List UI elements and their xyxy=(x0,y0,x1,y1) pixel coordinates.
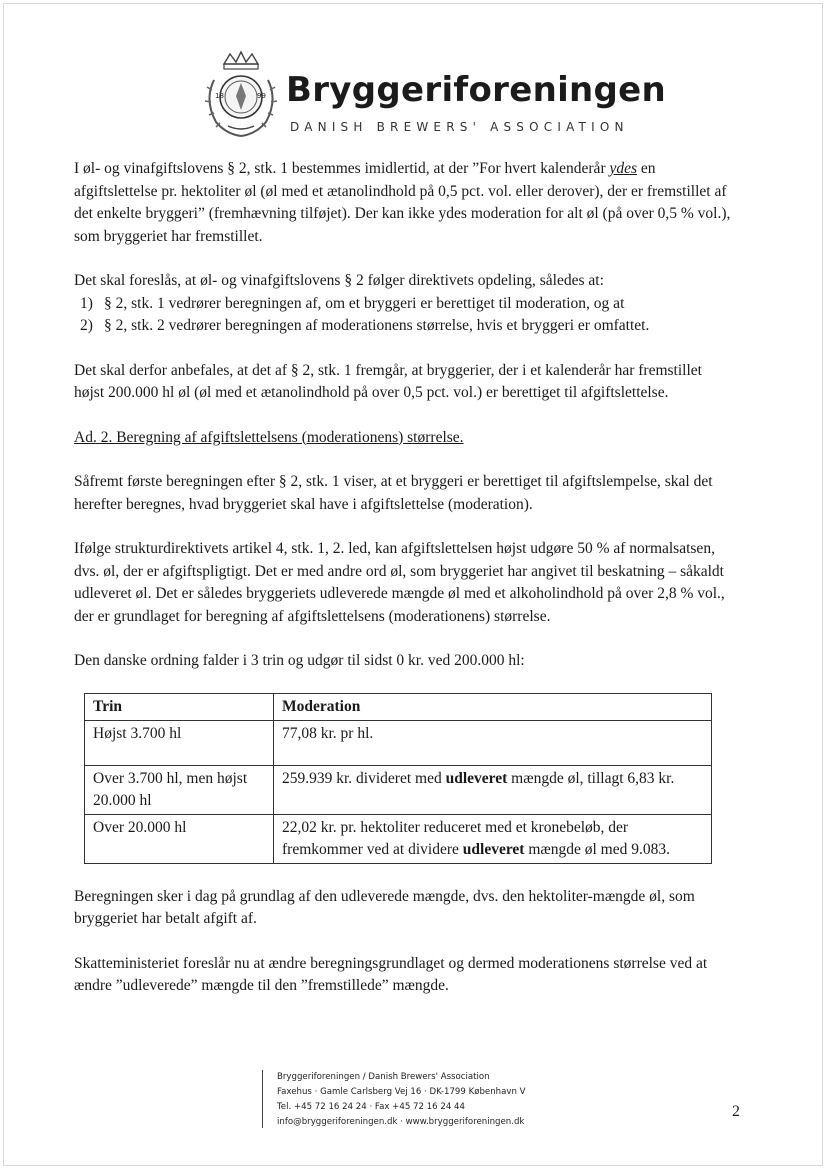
table-cell-moderation xyxy=(274,814,712,863)
list-text: § 2, stk. 2 vedrører beregningen af moderationens størrelse, hvis et bryggeri er omfattet. xyxy=(104,317,650,334)
column-header-trin: Trin xyxy=(85,693,274,720)
paragraph-7: Beregningen sker i dag på grundlag af den udleverede mængde, dvs. den hektoliter-mængde øl, som bryggeriet har betalt afgift af. xyxy=(74,887,695,927)
list-item xyxy=(74,315,734,338)
paragraph-8: Skatteministeriet foreslår nu at ændre beregningsgrundlaget og dermed moderationens størrelse ved at ændre ”udleverede” mængde til den ”fremstillede” mængde. xyxy=(74,954,708,994)
list-number: 2) xyxy=(80,317,93,334)
letterhead xyxy=(202,50,667,150)
footer-line: Faxehus · Gamle Carlsberg Vej 16 · DK-1799 København V xyxy=(277,1087,526,1097)
paragraph-6: Den danske ordning falder i 3 trin og udgør til sidst 0 kr. ved 200.000 hl: xyxy=(74,652,525,669)
paragraph-2: Det skal foreslås, at øl- og vinafgiftslovens § 2 følger direktivets opdeling, således at: xyxy=(74,272,604,289)
moderation-table xyxy=(84,693,712,864)
document-body xyxy=(74,158,734,998)
paragraph-4: Såfremt første beregningen efter § 2, stk. 1 viser, at et bryggeri er berettiget til afgiftslempelse, skal det herefter beregnes, hvad bryggeriet skal have i afgiftslettelse (moderation). xyxy=(74,473,713,513)
section-heading: Ad. 2. Beregning af afgiftslettelsens (moderationens) størrelse. xyxy=(74,428,464,446)
table-cell-trin: Over 3.700 hl, men højst 20.000 hl xyxy=(85,765,274,814)
list-number: 1) xyxy=(80,294,93,312)
cell-text: mængde øl med 9.083. xyxy=(524,840,670,858)
table-cell-moderation xyxy=(274,765,712,814)
cell-text: 22,02 kr. pr. hektoliter reduceret med et kronebeløb, der fremkommer ved at dividere xyxy=(282,818,629,858)
cell-text: 77,08 kr. pr hl. xyxy=(282,724,374,742)
paragraph-5: Ifølge strukturdirektivets artikel 4, stk. 1, 2. led, kan afgiftslettelsen højst udgøre 50 % af normalsatsen, dvs. øl, der er afgiftspligtigt. Det er med andre ord øl, som bryggeriet har angivet til beskatning – såkaldt udleveret øl. Det er således bryggeriets udleverede mængde øl med et alkoholindhold på over 2,8 % vol., der er grundlaget for beregning af afgiftslettelsens (moderationens) størrelse. xyxy=(74,540,725,625)
cell-text: 259.939 kr. divideret med xyxy=(282,769,446,787)
numbered-list xyxy=(74,293,734,338)
brand-subtitle: DANISH BREWERS' ASSOCIATION xyxy=(290,120,629,134)
cell-bold-text: udleveret xyxy=(462,840,525,858)
table-row xyxy=(85,720,712,765)
paragraph-3: Det skal derfor anbefales, at det af § 2, stk. 1 fremgår, at bryggerier, der i et kalenderår har fremstillet højst 200.000 hl øl (øl med et ætanolindhold på over 0,5 pct. vol.) er berettiget til afgiftslettelse. xyxy=(74,361,702,401)
cell-bold-text: udleveret xyxy=(445,769,508,787)
table-row xyxy=(85,765,712,814)
paragraph-1-text-a: I øl- og vinafgiftslovens § 2, stk. 1 bestemmes imidlertid, at der ”For hvert kalenderår xyxy=(74,160,610,177)
table-cell-trin: Over 20.000 hl xyxy=(85,814,274,863)
brand-name: Bryggeriforeningen xyxy=(286,70,667,110)
emphasis-ydes: ydes xyxy=(609,160,638,177)
paragraph-1-text-b: en afgiftslettelse pr. hektoliter øl (øl med et ætanolindhold på 0,5 pct. vol. eller derover), der er fremstillet af det enkelte bryggeri” (fremhævning tilføjet). Der kan ikke ydes moderation for alt øl (på over 0,5 % vol.), som bryggeriet har fremstillet. xyxy=(74,160,731,245)
svg-text:18: 18 xyxy=(215,92,224,100)
svg-text:99: 99 xyxy=(257,92,266,100)
column-header-moderation: Moderation xyxy=(274,693,712,720)
footer-line: Tel. +45 72 16 24 24 · Fax +45 72 16 24 44 xyxy=(277,1102,465,1112)
page-number: 2 xyxy=(732,1103,740,1120)
crest-logo-icon xyxy=(202,50,280,140)
table-header-row xyxy=(85,693,712,720)
footer-line: Bryggeriforeningen / Danish Brewers' Association xyxy=(277,1072,490,1082)
footer-line: info@bryggeriforeningen.dk · www.bryggeriforeningen.dk xyxy=(277,1117,525,1127)
paragraph-1 xyxy=(74,158,734,248)
table-cell-moderation xyxy=(274,720,712,765)
table-row xyxy=(85,814,712,863)
footer-address xyxy=(262,1070,526,1128)
list-item xyxy=(74,293,734,316)
table-cell-trin: Højst 3.700 hl xyxy=(85,720,274,765)
list-text: § 2, stk. 1 vedrører beregningen af, om et bryggeri er berettiget til moderation, og at xyxy=(104,294,625,312)
cell-text: mængde øl, tillagt 6,83 kr. xyxy=(507,769,675,787)
